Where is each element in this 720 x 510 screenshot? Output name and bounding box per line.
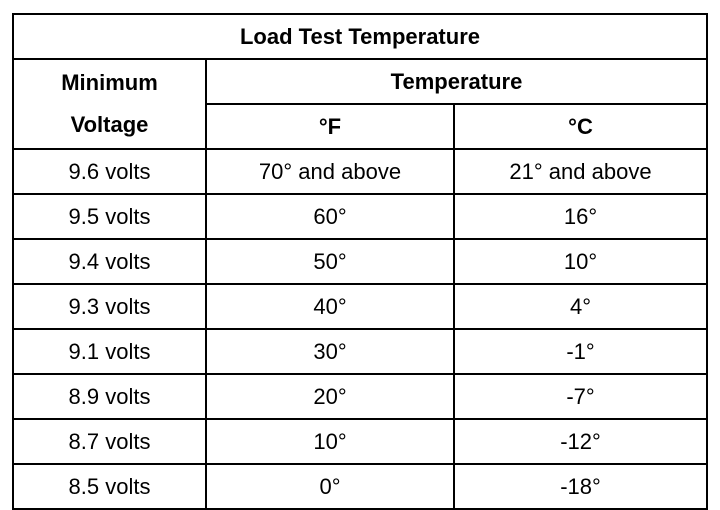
table-row — [13, 149, 707, 194]
celsius-cell: -18° — [454, 464, 707, 509]
voltage-cell: 8.7 volts — [13, 419, 206, 464]
title-row — [13, 14, 707, 59]
header-minimum-voltage — [13, 59, 206, 149]
table-row — [13, 284, 707, 329]
header-temperature: Temperature — [206, 59, 707, 104]
fahrenheit-cell: 70° and above — [206, 149, 454, 194]
table-row — [13, 194, 707, 239]
fahrenheit-cell: 60° — [206, 194, 454, 239]
fahrenheit-cell: 50° — [206, 239, 454, 284]
table-row — [13, 239, 707, 284]
header-voltage-label: Voltage — [70, 112, 149, 137]
voltage-cell: 9.6 volts — [13, 149, 206, 194]
celsius-cell: 4° — [454, 284, 707, 329]
fahrenheit-cell: 30° — [206, 329, 454, 374]
table-row — [13, 374, 707, 419]
celsius-cell: 21° and above — [454, 149, 707, 194]
voltage-cell: 8.5 volts — [13, 464, 206, 509]
celsius-cell: -7° — [454, 374, 707, 419]
fahrenheit-cell: 0° — [206, 464, 454, 509]
table-row — [13, 464, 707, 509]
table-row — [13, 329, 707, 374]
fahrenheit-cell: 10° — [206, 419, 454, 464]
load-test-temperature-table — [12, 13, 708, 510]
celsius-cell: 16° — [454, 194, 707, 239]
table-row — [13, 419, 707, 464]
voltage-cell: 9.5 volts — [13, 194, 206, 239]
load-test-table-container — [12, 13, 706, 499]
table-title: Load Test Temperature — [13, 14, 707, 59]
fahrenheit-cell: 20° — [206, 374, 454, 419]
voltage-cell: 9.4 volts — [13, 239, 206, 284]
fahrenheit-cell: 40° — [206, 284, 454, 329]
header-celsius: °C — [454, 104, 707, 149]
header-fahrenheit: °F — [206, 104, 454, 149]
celsius-cell: -12° — [454, 419, 707, 464]
header-minimum-label: Minimum — [61, 70, 158, 96]
header-row-1 — [13, 59, 707, 104]
voltage-cell: 9.3 volts — [13, 284, 206, 329]
voltage-cell: 8.9 volts — [13, 374, 206, 419]
celsius-cell: -1° — [454, 329, 707, 374]
voltage-cell: 9.1 volts — [13, 329, 206, 374]
celsius-cell: 10° — [454, 239, 707, 284]
